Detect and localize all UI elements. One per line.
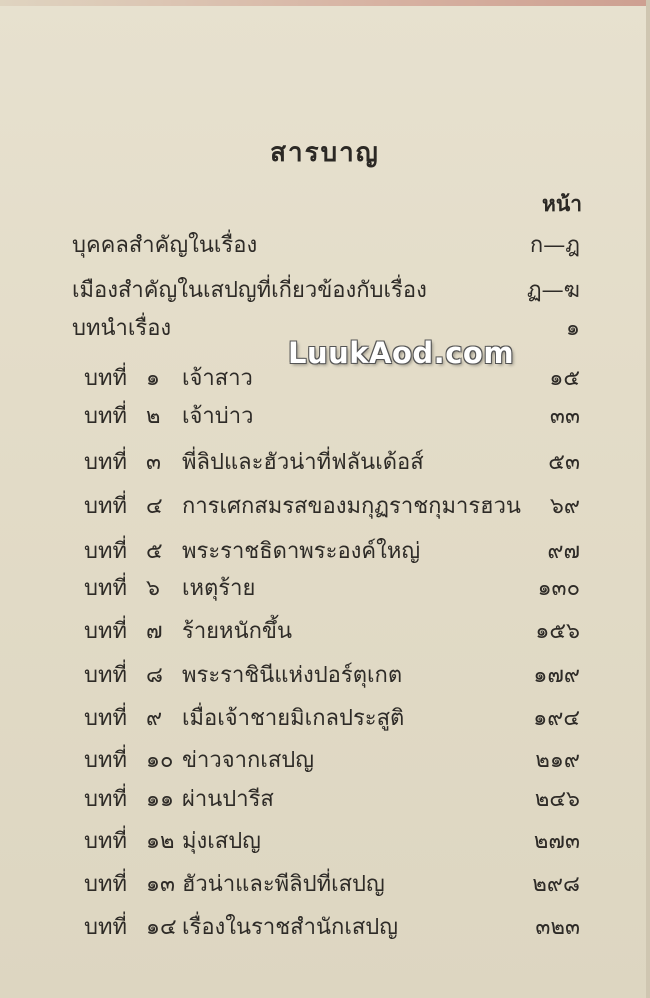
chapter-number: ๑๐	[146, 748, 174, 773]
watermark-logo: LuukAod.com	[288, 336, 515, 370]
toc-entry-page: ก—ฎ	[529, 233, 580, 258]
chapter-page: ๑๕	[549, 366, 580, 391]
toc-row-chapter-4	[0, 490, 650, 524]
chapter-page: ๒๑๙	[535, 748, 580, 773]
chapter-title: พี่ลิปและฮัวน่าที่ฟลันเด้อส์	[182, 450, 424, 475]
toc-row-chapter-14	[0, 911, 650, 945]
toc-entry-page: ฏ—ฆ	[526, 278, 580, 303]
toc-entry-label: เมืองสำคัญในเสปญที่เกี่ยวข้องกับเรื่อง	[72, 278, 427, 303]
chapter-number: ๙	[146, 706, 163, 731]
chapter-word: บทที่	[84, 494, 127, 519]
toc-row-chapter-7	[0, 615, 650, 649]
chapter-title: ร้ายหนักขึ้น	[182, 619, 292, 644]
chapter-word: บทที่	[84, 748, 127, 773]
chapter-word: บทที่	[84, 915, 127, 940]
chapter-number: ๓	[146, 450, 162, 475]
chapter-page: ๑๙๔	[533, 706, 580, 731]
chapter-word: บทที่	[84, 576, 127, 601]
chapter-number: ๑๒	[146, 829, 175, 854]
page-top-edge	[0, 0, 650, 6]
chapter-title: ข่าวจากเสปญ	[182, 748, 314, 773]
chapter-word: บทที่	[84, 539, 127, 564]
page-column-header: หน้า	[542, 191, 582, 216]
chapter-title: ฮัวน่าและพีลิปที่เสปญ	[182, 872, 385, 897]
toc-row-chapter-11	[0, 783, 650, 817]
chapter-word: บทที่	[84, 872, 127, 897]
toc-entry-label: บทนำเรื่อง	[72, 316, 172, 341]
toc-entry-label: บุคคลสำคัญในเรื่อง	[72, 233, 258, 258]
page-title: สารบาญ	[270, 138, 380, 168]
chapter-title: พระราชธิดาพระองค์ใหญ่	[182, 539, 421, 564]
chapter-number: ๗	[146, 619, 163, 644]
chapter-number: ๕	[146, 539, 163, 564]
chapter-title: เจ้าสาว	[182, 366, 253, 391]
chapter-word: บทที่	[84, 619, 127, 644]
chapter-title: เมื่อเจ้าชายมิเกลประสูติ	[182, 706, 405, 731]
chapter-number: ๑๓	[146, 872, 176, 897]
toc-row-chapter-5	[0, 535, 650, 569]
chapter-page: ๑๗๙	[533, 663, 580, 688]
chapter-word: บทที่	[84, 787, 127, 812]
chapter-word: บทที่	[84, 706, 127, 731]
chapter-page: ๕๓	[548, 450, 580, 475]
toc-row-chapter-12	[0, 825, 650, 859]
chapter-page: ๑๓๐	[537, 576, 580, 601]
chapter-title: เหตุร้าย	[182, 576, 256, 601]
chapter-number: ๖	[146, 576, 160, 601]
toc-row-front-2	[0, 274, 650, 308]
chapter-page: ๓๒๓	[535, 915, 580, 940]
toc-entry-page: ๑	[566, 316, 580, 341]
chapter-title: พระราชินีแห่งปอร์ตุเกต	[182, 663, 403, 688]
chapter-page: ๓๓	[549, 404, 580, 429]
chapter-number: ๔	[146, 494, 163, 519]
chapter-word: บทที่	[84, 404, 127, 429]
chapter-page: ๖๙	[549, 494, 580, 519]
toc-row-chapter-9	[0, 702, 650, 736]
chapter-title: เรื่องในราชสำนักเสปญ	[182, 915, 398, 940]
chapter-page: ๒๗๓	[533, 829, 580, 854]
chapter-number: ๑๔	[146, 915, 177, 940]
chapter-word: บทที่	[84, 829, 127, 854]
chapter-page: ๑๕๖	[535, 619, 580, 644]
chapter-page: ๒๙๘	[532, 872, 580, 897]
chapter-title: เจ้าบ่าว	[182, 404, 254, 429]
chapter-number: ๘	[146, 663, 163, 688]
chapter-number: ๒	[146, 404, 161, 429]
chapter-title: ผ่านปารีส	[182, 787, 274, 812]
chapter-number: ๑๑	[146, 787, 174, 812]
chapter-number: ๑	[146, 366, 160, 391]
toc-row-chapter-6	[0, 572, 650, 606]
toc-row-chapter-13	[0, 868, 650, 902]
toc-row-chapter-8	[0, 659, 650, 693]
chapter-page: ๒๔๖	[534, 787, 580, 812]
chapter-title: มุ่งเสปญ	[182, 829, 261, 854]
chapter-word: บทที่	[84, 450, 127, 475]
toc-row-chapter-10	[0, 744, 650, 778]
chapter-word: บทที่	[84, 366, 127, 391]
toc-row-front-1	[0, 229, 650, 263]
toc-row-chapter-2	[0, 400, 650, 434]
chapter-word: บทที่	[84, 663, 127, 688]
chapter-page: ๙๗	[547, 539, 580, 564]
chapter-title: การเศกสมรสของมกุฏราชกุมารฮวน	[182, 494, 521, 519]
toc-row-chapter-3	[0, 446, 650, 480]
